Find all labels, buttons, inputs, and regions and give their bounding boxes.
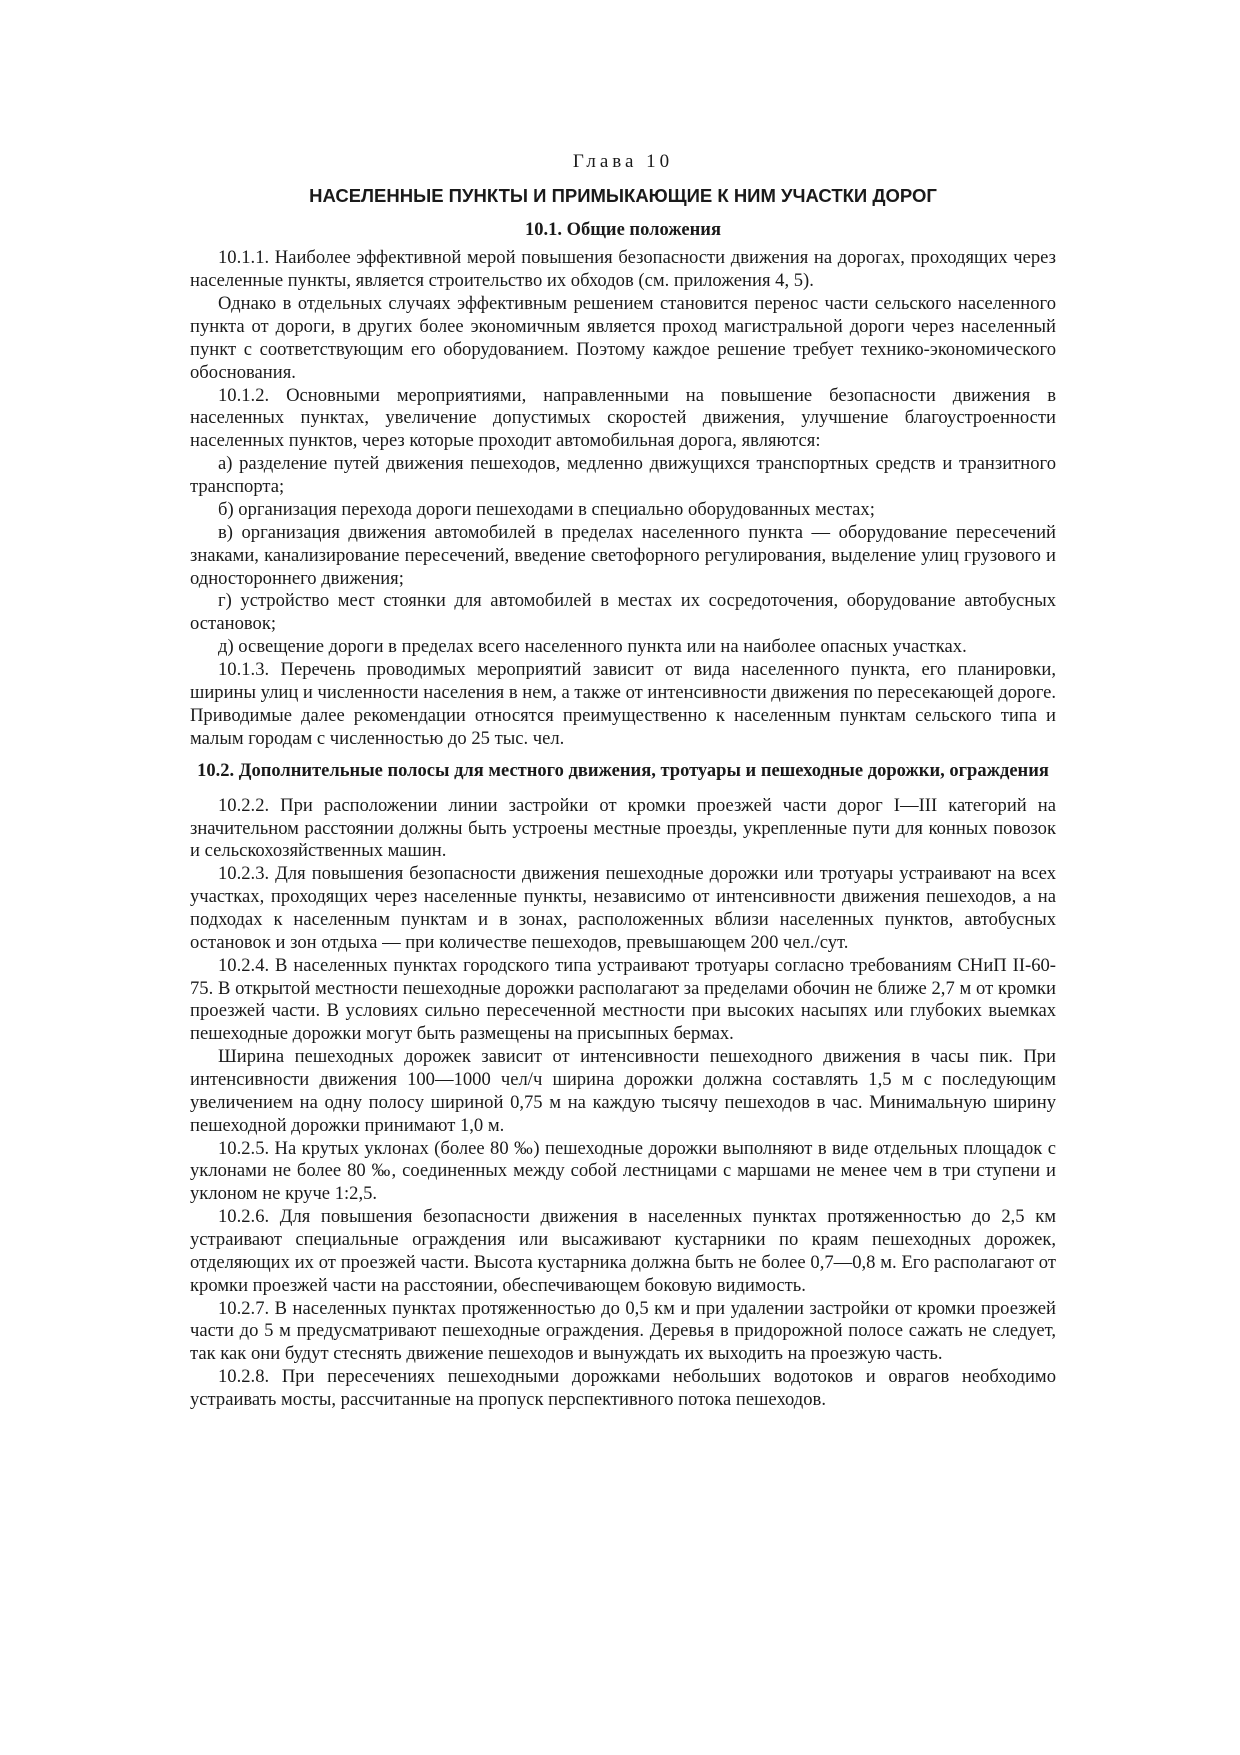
list-item: б) организация перехода дороги пешеходами в специально оборудованных местах; — [218, 498, 875, 520]
page-content — [190, 150, 1056, 1412]
list-item: в) организация движения автомобилей в пределах населенного пункта — оборудование пересечений знаками, канализирование пересечений, введение светофорного регулирования, выделение улиц грузового и одностороннего движения; — [190, 521, 1056, 589]
paragraph: 10.2.6. Для повышения безопасности движения в населенных пунктах протяженностью до 2,5 км устраивают специальные ограждения или высаживают кустарники по краям пешеходных дорожек, отделяющих их от проезжей части. Высота кустарника должна быть не более 0,7—0,8 м. Его располагают от кромки проезжей части на расстоянии, обеспечивающем боковую видимость. — [190, 1206, 1056, 1296]
paragraph: 10.2.4. В населенных пунктах городского типа устраивают тротуары согласно требованиям СНиП II-60-75. В открытой местности пешеходные дорожки располагают за пределами обочин не ближе 2,7 м от кромки проезжей части. В условиях сильно пересеченной местности при высоких насыпях или глубоких выемках пешеходные дорожки могут быть размещены на присыпных бермах. — [190, 954, 1056, 1045]
paragraph: 10.2.8. При пересечениях пешеходными дорожками небольших водотоков и оврагов необходимо устраивать мосты, рассчитанные на пропуск перспективного потока пешеходов. — [190, 1366, 1056, 1410]
paragraph: 10.2.5. На крутых уклонах (более 80 ‰) пешеходные дорожки выполняют в виде отдельных площадок с уклонами не более 80 ‰, соединенных между собой лестницами с маршами не менее чем в три ступени и уклоном не круче 1:2,5. — [190, 1137, 1056, 1205]
section-heading: 10.2. Дополнительные полосы для местного движения, тротуары и пешеходные дорожки, ограждения — [197, 761, 1049, 782]
chapter-label: Глава 10 — [572, 151, 674, 172]
paragraph: 10.2.2. При расположении линии застройки от кромки проезжей части дорог I—III категорий на значительном расстоянии должны быть устроены местные проезды, укрепленные пути для конных повозок и сельскохозяйственных машин. — [190, 794, 1056, 862]
paragraph: 10.1.3. Перечень проводимых мероприятий зависит от вида населенного пункта, его планировки, ширины улиц и численности населения в нем, а также от интенсивности движения по пересекающей дороге. Приводимые далее рекомендации относятся преимущественно к населенным пунктам сельского типа и малым городам с численностью до 25 тыс. чел. — [190, 659, 1056, 749]
list-item: д) освещение дороги в пределах всего населенного пункта или на наиболее опасных участках. — [218, 636, 967, 658]
section-heading: 10.1. Общие положения — [525, 220, 721, 240]
paragraph: 10.2.3. Для повышения безопасности движения пешеходные дорожки или тротуары устраивают на всех участках, проходящих через населенные пункты, независимо от интенсивности движения пешеходов, а на подходах к населенным пунктам и в зонах, расположенных вблизи населенных пунктов, автобусных остановок и зон отдыха — при количестве пешеходов, превышающем 200 чел./сут. — [190, 863, 1056, 953]
paragraph: Ширина пешеходных дорожек зависит от интенсивности пешеходного движения в часы пик. При интенсивности движения 100—1000 чел/ч ширина дорожки должна составлять 1,5 м с последующим увеличением на одну полосу шириной 0,75 м на каждую тысячу пешеходов в час. Минимальную ширину пешеходной дорожки принимают 1,0 м. — [190, 1046, 1056, 1136]
list-item: а) разделение путей движения пешеходов, медленно движущихся транспортных средств и транзитного транспорта; — [190, 453, 1056, 497]
paragraph: 10.2.7. В населенных пунктах протяженностью до 0,5 км и при удалении застройки от кромки проезжей части до 5 м предусматривают пешеходные ограждения. Деревья в придорожной полосе сажать не следует, так как они будут стеснять движение пешеходов и вынуждать их выходить на проезжую часть. — [190, 1297, 1056, 1365]
list-item: г) устройство мест стоянки для автомобилей в местах их сосредоточения, оборудование автобусных остановок; — [190, 590, 1056, 635]
paragraph: Однако в отдельных случаях эффективным решением становится перенос части сельского населенного пункта от дороги, в других более экономичным является проход магистральной дороги через населенный пункт с соответствующим его оборудованием. Поэтому каждое решение требует технико-экономического обоснования. — [190, 293, 1056, 383]
paragraph: 10.1.2. Основными мероприятиями, направленными на повышение безопасности движения в населенных пунктах, увеличение допустимых скоростей движения, улучшение благоустроенности населенных пунктов, через которые проходит автомобильная дорога, являются: — [190, 384, 1056, 452]
paragraph: 10.1.1. Наиболее эффективной мерой повышения безопасности движения на дорогах, проходящих через населенные пункты, является строительство их обходов (см. приложения 4, 5). — [190, 247, 1056, 292]
chapter-title: НАСЕЛЕННЫЕ ПУНКТЫ И ПРИМЫКАЮЩИЕ К НИМ УЧАСТКИ ДОРОГ — [309, 185, 937, 206]
